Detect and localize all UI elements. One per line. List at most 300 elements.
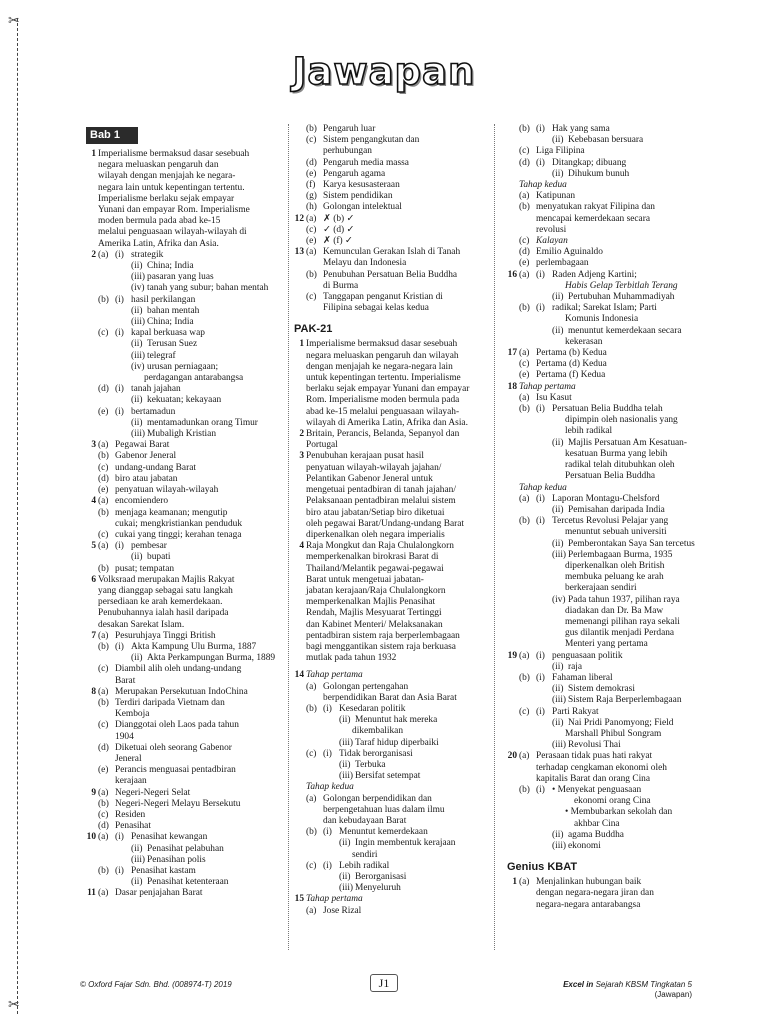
answer-line [294, 738, 484, 749]
answer-text: Parti Rakyat [552, 706, 599, 717]
part-label: (b) [98, 697, 109, 708]
book-subtitle: (Jawapan) [654, 990, 692, 999]
answer-line [507, 595, 697, 606]
answer-line [507, 303, 697, 314]
question-number: 1 [512, 877, 517, 888]
answer-text: Sistem demokrasi [568, 684, 635, 695]
answer-line [507, 774, 697, 785]
answer-line [86, 799, 282, 810]
answer-text: Sistem Raja Berperlembagaan [568, 695, 682, 706]
answer-text: pusat; tempatan [115, 563, 175, 574]
answer-text: Pengaruh media massa [323, 157, 409, 168]
subpart-label: (iii) [339, 737, 354, 748]
answer-text: Katipunan [536, 191, 576, 202]
answer-text: tanah yang subur; bahan mentah [147, 283, 269, 294]
part-label: (b) [519, 303, 530, 314]
part-label: (a) [98, 630, 109, 641]
answer-line [86, 317, 282, 328]
answer-text: Tahap kedua [519, 482, 567, 493]
part-label: (e) [306, 168, 317, 179]
part-label: (f) [306, 180, 316, 191]
answer-line [86, 306, 282, 317]
answer-line [86, 362, 282, 373]
question-number: 3 [91, 440, 96, 451]
part-label: (c) [98, 720, 109, 731]
answer-text: Filipina sebagai kelas kedua [323, 303, 429, 314]
answer-line [86, 608, 282, 619]
answer-text: oleh pegawai Barat/Undang-undang Barat [306, 518, 465, 529]
answer-text: Portugal [306, 440, 338, 451]
answer-line [86, 866, 282, 877]
answer-line [507, 359, 697, 370]
answer-text: kapal berkuasa wap [131, 328, 205, 339]
answer-line [507, 281, 697, 292]
answer-text: Ditangkap; dibuang [552, 157, 627, 168]
part-label: (d) [306, 157, 317, 168]
question-number: 13 [294, 247, 304, 258]
answer-line [507, 314, 697, 325]
answer-text: Terbuka [355, 759, 386, 770]
answer-text: Menuntut hak mereka [355, 715, 438, 726]
answer-line [294, 642, 484, 653]
subpart-label: (i) [536, 157, 545, 168]
subpart-label: (iv) [131, 361, 145, 372]
answer-text: diperkenalkan oleh British [565, 560, 665, 571]
part-label: (b) [98, 294, 109, 305]
answer-line [507, 729, 697, 740]
answer-text: Amerika Latin, Afrika dan Asia. [98, 238, 219, 249]
part-label: (b) [519, 202, 530, 213]
answer-text: mutlak pada tahun 1932 [306, 653, 397, 664]
answer-line [86, 239, 282, 250]
answer-line [86, 564, 282, 575]
answer-line [86, 832, 282, 843]
answer-text: Pertama (b) Kedua [536, 348, 607, 359]
answer-line [507, 550, 697, 561]
answer-line [86, 664, 282, 675]
answer-line [507, 348, 697, 359]
part-label: (c) [98, 664, 109, 675]
answer-line [294, 339, 484, 350]
answer-line [507, 146, 697, 157]
answer-line [86, 373, 282, 384]
answer-line [507, 651, 697, 662]
answer-line [507, 516, 697, 527]
question-number: 17 [507, 348, 517, 359]
answer-text: Pelantikan Gabenor Jeneral untuk [306, 473, 433, 484]
question-number: 16 [507, 269, 517, 280]
answer-text: Liga Filipina [536, 146, 585, 157]
answer-line [86, 765, 282, 776]
question-number: 3 [299, 451, 304, 462]
answer-text: 1904 [115, 731, 134, 742]
subpart-label: (iii) [131, 350, 146, 361]
answer-text: dikembalikan [352, 726, 404, 737]
question-number: 19 [507, 650, 517, 661]
answer-text: kekuatan; kekayaan [147, 395, 222, 406]
subpart-label: (i) [115, 832, 124, 843]
answer-text: Taraf hidup diperbaiki [355, 737, 439, 748]
answer-text: • Menyekat penguasaan [552, 784, 642, 795]
answer-text: Terdiri daripada Vietnam dan [115, 697, 225, 708]
part-label: (a) [306, 681, 317, 692]
scissors-icon-top: ✂ [8, 13, 20, 29]
answer-line [86, 418, 282, 429]
answer-line [86, 451, 282, 462]
answer-line [294, 816, 484, 827]
answer-text: Penasihat ketenteraan [147, 877, 229, 888]
answer-line [507, 370, 697, 381]
answer-text: Pegawai Barat [115, 440, 170, 451]
answer-line [294, 827, 484, 838]
answer-line [294, 704, 484, 715]
subpart-label: (ii) [552, 538, 564, 549]
part-label: (b) [98, 507, 109, 518]
part-label: (b) [306, 124, 317, 134]
answer-text: Tercetus Revolusi Pelajar yang [552, 516, 669, 527]
answer-line [294, 883, 484, 894]
answer-line [294, 682, 484, 693]
answer-line [86, 575, 282, 586]
subpart-label: (ii) [339, 759, 351, 770]
answer-text: memperkenalkan Majlis Penasihat [306, 597, 436, 608]
subpart-label: (iv) [552, 594, 566, 605]
answer-text: Pesuruhjaya Tinggi British [115, 630, 216, 641]
answer-text: Penasihat kewangan [131, 832, 208, 843]
part-label: (c) [306, 292, 317, 303]
answer-text: ✗ (b) ✓ [323, 213, 355, 224]
answer-text: kesatuan Burma yang lebih [565, 448, 668, 459]
subpart-label: (iii) [552, 695, 567, 706]
answer-text: China; India [147, 261, 194, 272]
subpart-label: (i) [536, 404, 545, 415]
answer-text: penyatuan wilayah-wilayah [115, 485, 219, 496]
subpart-label: (i) [536, 269, 545, 280]
answer-line [86, 496, 282, 507]
answer-text: raja [568, 661, 583, 672]
subpart-label: (ii) [339, 838, 351, 849]
answer-text: Residen [115, 809, 146, 820]
answer-line [294, 418, 484, 429]
answer-text: bahan mentah [147, 305, 200, 316]
answer-text: undang-undang Barat [115, 462, 196, 473]
answer-text: Penasihat [115, 821, 151, 832]
answer-text: bertamadun [131, 406, 176, 417]
answer-text: Melayu dan Indonesia [323, 258, 407, 269]
answer-text: Dasar penjajahan Barat [115, 888, 203, 899]
subpart-label: (i) [115, 866, 124, 876]
answer-line [294, 463, 484, 474]
answer-line [86, 788, 282, 799]
answer-text: Kemunculan Gerakan Islah di Tanah [323, 247, 461, 258]
answer-text: mentamadunkan orang Timur [147, 417, 258, 428]
answer-text: Tahap pertama [306, 894, 363, 905]
answer-line [86, 877, 282, 888]
question-number: 11 [87, 888, 96, 899]
answer-line [294, 508, 484, 519]
subpart-label: (ii) [131, 339, 143, 350]
subpart-label: (ii) [131, 843, 143, 854]
answer-line [86, 149, 282, 160]
part-label: (b) [98, 641, 109, 652]
answer-line [86, 776, 282, 787]
part-label: (b) [519, 784, 530, 795]
part-label: (a) [98, 541, 109, 552]
answer-line [86, 754, 282, 765]
answer-line [86, 888, 282, 899]
answer-text: Pertubuhan Muhammadiyah [568, 292, 675, 303]
answer-line [294, 440, 484, 451]
answer-text: persediaan ke arah kemerdekaan. [98, 597, 223, 608]
answer-line [507, 684, 697, 695]
answer-line [507, 382, 697, 393]
answer-line [507, 180, 697, 191]
answer-line [507, 639, 697, 650]
answer-text: perlembagaan [536, 258, 589, 269]
subpart-label: (i) [115, 641, 124, 652]
part-label: (a) [98, 440, 109, 451]
answer-line [86, 620, 282, 631]
question-number: 9 [91, 787, 96, 798]
answer-line [294, 474, 484, 485]
subpart-label: (iii) [339, 883, 354, 894]
answer-text: mencapai kemerdekaan secara [536, 213, 650, 224]
cut-line [17, 18, 18, 1014]
answer-text: Golongan berpendidikan dan [323, 793, 432, 804]
answer-text: Volksraad merupakan Majlis Rakyat [98, 574, 235, 585]
answer-text: penguasaan politik [552, 650, 623, 661]
answer-text: Imperialisme bermaksud dasar sesebuah [306, 339, 458, 350]
part-label: (e) [98, 485, 109, 496]
answer-line [294, 872, 484, 883]
answer-line [294, 726, 484, 737]
answer-line [86, 216, 282, 227]
subpart-label: (i) [536, 650, 545, 661]
answer-line [294, 429, 484, 440]
answer-line [294, 158, 484, 169]
answer-line [507, 707, 697, 718]
subpart-label: (i) [115, 294, 124, 305]
answer-line [294, 575, 484, 586]
answer-text: strategik [131, 249, 164, 260]
answer-text: bagi menggantikan sistem raja berkuasa [306, 641, 456, 652]
part-label: (c) [306, 860, 317, 871]
subpart-label: (i) [323, 860, 332, 871]
answer-text: di Burma [323, 280, 359, 291]
answer-text: dengan menjajah ke negara-negara lain [306, 361, 453, 372]
part-label: (a) [306, 793, 317, 804]
answer-text: Negeri-Negeri Selat [115, 787, 191, 798]
answer-line [294, 782, 484, 793]
answer-text: pentadbiran sistem raja berperlembagaan [306, 630, 460, 641]
answer-text: sendiri [352, 849, 378, 860]
answer-line [294, 620, 484, 631]
subpart-label: (ii) [131, 653, 143, 664]
answer-text: Dianggotai oleh Laos pada tahun [115, 720, 239, 731]
answer-text: Penasihan polis [147, 854, 206, 865]
question-number: 6 [91, 574, 96, 585]
part-label: (a) [306, 247, 317, 258]
part-label: (b) [98, 563, 109, 574]
answer-text: Fahaman liberal [552, 672, 613, 683]
answer-text: Kemboja [115, 709, 150, 720]
answer-line [507, 505, 697, 516]
answer-line [507, 337, 697, 348]
part-label: (d) [519, 247, 530, 258]
part-label: (g) [306, 191, 317, 202]
answer-line [294, 794, 484, 805]
subpart-label: (i) [115, 384, 124, 395]
answer-line [294, 303, 484, 314]
part-label: (a) [519, 650, 530, 661]
answer-text: gus dilantik menjadi Perdana [565, 628, 675, 639]
answer-line [294, 530, 484, 541]
answer-line [294, 670, 484, 681]
answer-line [294, 861, 484, 872]
answer-text: Penasihat kastam [131, 866, 196, 876]
answer-text: Penubuhan Persatuan Belia Buddha [323, 269, 458, 280]
answer-text: Sistem pengangkutan dan [323, 135, 420, 146]
answer-text: Habis Gelap Terbitlah Terang [565, 280, 678, 291]
answer-line [294, 715, 484, 726]
answer-line [507, 877, 697, 888]
answer-line [86, 597, 282, 608]
answer-line [507, 751, 697, 762]
part-label: (c) [519, 146, 530, 157]
answer-text: Imperialisme bermaksud dasar sesebuah [98, 149, 250, 159]
answer-text: perdagangan antarabangsa [144, 373, 244, 384]
subpart-label: (i) [323, 748, 332, 759]
answer-line [294, 395, 484, 406]
part-label: (d) [519, 157, 530, 168]
part-label: (b) [306, 827, 317, 838]
answer-text: negara meluaskan pengaruh dan [98, 160, 219, 171]
answer-line [86, 709, 282, 720]
answer-text: Menuntut kemerdekaan [339, 827, 428, 838]
answer-line [294, 496, 484, 507]
answer-text: menjaga keamanan; mengutip [115, 507, 228, 518]
subpart-label: (iii) [552, 549, 567, 560]
answer-text: Laporan Montagu-Chelsford [552, 493, 660, 504]
answer-text: Akta Perkampungan Burma, 1889 [147, 653, 276, 664]
answer-line [86, 586, 282, 597]
answer-text: Thailand/Melantik pegawai-pegawai [306, 563, 444, 574]
subpart-label: (ii) [552, 292, 564, 303]
answer-line [507, 236, 697, 247]
answer-line [507, 740, 697, 751]
copyright-footer: © Oxford Fajar Sdn. Bhd. (008974-T) 2019 [80, 980, 232, 989]
part-label: (c) [306, 748, 317, 759]
answer-text: pasaran yang luas [147, 272, 214, 283]
answer-text: Mubaligh Kristian [147, 429, 217, 440]
subpart-label: (ii) [552, 829, 564, 840]
subpart-label: (ii) [552, 684, 564, 695]
section-heading: PAK-21 [294, 323, 333, 336]
answer-text: kerajaan [115, 776, 147, 787]
answer-line [294, 247, 484, 258]
answer-text: Ingin membentuk kerajaan [355, 838, 456, 849]
answer-line [86, 429, 282, 440]
answer-line [86, 227, 282, 238]
answer-text: Bersifat setempat [355, 771, 421, 782]
part-label: (c) [98, 809, 109, 820]
answer-line [294, 146, 484, 157]
answer-text: Revolusi Thai [568, 740, 621, 751]
question-number: 4 [299, 541, 304, 552]
answer-text: Penasihat pelabuhan [147, 843, 224, 854]
subpart-label: (iii) [131, 429, 146, 440]
subpart-label: (ii) [552, 504, 564, 515]
part-label: (a) [98, 787, 109, 798]
subpart-label: (i) [115, 249, 124, 260]
answer-line [507, 718, 697, 729]
answer-text: mengetuai pentadbiran di tanah jajahan/ [306, 485, 456, 496]
answer-text: dan kebudayaan Barat [323, 815, 407, 826]
subpart-label: (i) [536, 516, 545, 527]
answer-text: Hak yang sama [552, 124, 610, 134]
answer-line [507, 673, 697, 684]
question-number: 20 [507, 751, 517, 762]
answer-line [86, 552, 282, 563]
answer-text: Perasaan tidak puas hati rakyat [536, 751, 653, 762]
subpart-label: (ii) [552, 437, 564, 448]
part-label: (c) [98, 328, 109, 339]
part-label: (a) [98, 686, 109, 697]
answer-line [507, 393, 697, 404]
answer-text: Menjalinkan hubungan baik [536, 877, 642, 888]
answer-line [86, 261, 282, 272]
answer-line [507, 483, 697, 494]
answer-line [507, 158, 697, 169]
column-divider [288, 124, 289, 950]
part-label: (e) [98, 406, 109, 417]
part-label: (b) [306, 269, 317, 280]
part-label: (c) [306, 224, 317, 235]
answer-text: Barat untuk mengetuai jabatan- [306, 574, 424, 585]
brand-name: Excel in [563, 980, 594, 989]
part-label: (e) [306, 236, 317, 247]
answer-text: Dihukum bunuh [568, 168, 630, 179]
answer-text: perhubungan [323, 146, 372, 157]
subpart-label: (ii) [552, 717, 564, 728]
answer-text: memenangi pilihan raya sekali [565, 616, 680, 627]
answer-line [86, 821, 282, 832]
answer-text: Yunani dan empayar Rom. Imperialisme [98, 205, 250, 216]
subpart-label: (iii) [131, 317, 146, 328]
answer-text: Sistem pendidikan [323, 191, 393, 202]
answer-line [294, 191, 484, 202]
answer-text: Isu Kasut [536, 392, 572, 403]
answer-text: Pengaruh luar [323, 124, 376, 134]
answer-text: encomiendero [115, 496, 169, 507]
question-number: 1 [91, 149, 96, 159]
subpart-label: (ii) [339, 872, 351, 882]
answer-text: Tahap kedua [306, 782, 354, 793]
answer-line [86, 384, 282, 395]
answer-line [86, 687, 282, 698]
subpart-label: (iii) [131, 272, 146, 283]
subpart-label: (i) [115, 406, 124, 417]
subpart-label: (ii) [552, 661, 564, 672]
answer-line [86, 720, 282, 731]
subpart-label: (i) [323, 703, 332, 714]
answer-line [294, 373, 484, 384]
answer-line [507, 606, 697, 617]
answer-line [507, 572, 697, 583]
question-number: 5 [91, 541, 96, 552]
answer-line [507, 494, 697, 505]
answer-text: berkerajaan sendiri [565, 583, 637, 594]
